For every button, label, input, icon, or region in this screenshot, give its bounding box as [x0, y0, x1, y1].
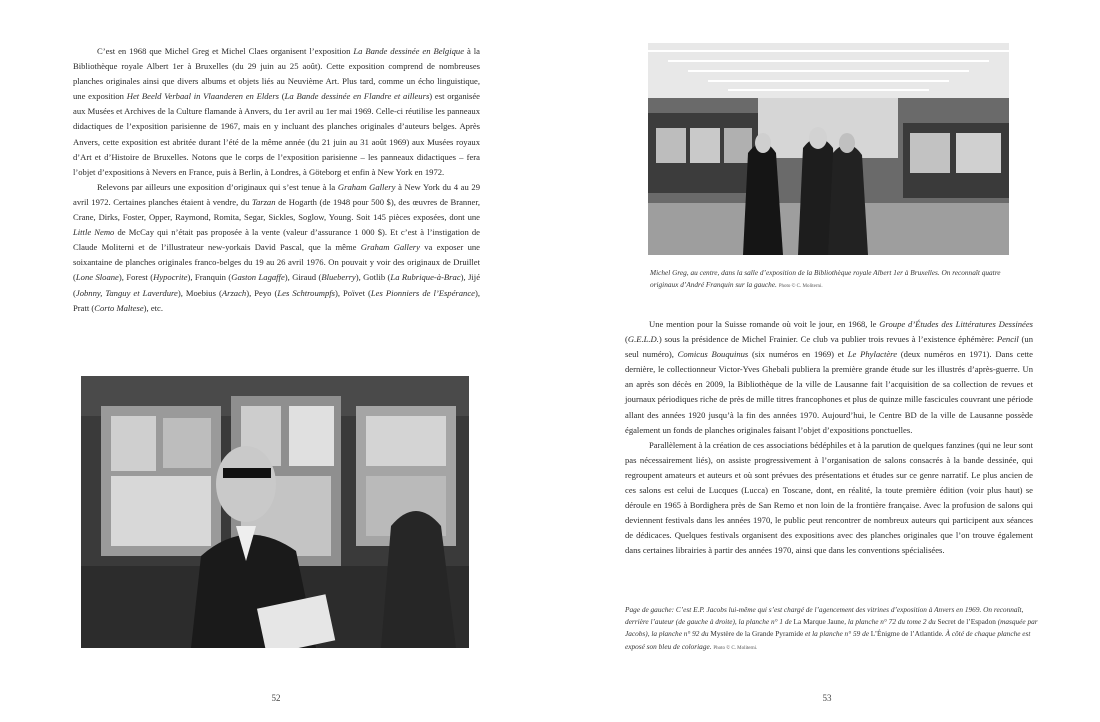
paragraph: C’est en 1968 que Michel Greg et Michel Claes organisent l’exposition La Bande dessinée en Belgique à la Bibliothèque royale Albert 1er à Bruxelles (du 29 juin au 25 août). Cette exposition comprend de nombreuses planches originales ainsi que divers albums et objets liés au Neuvième Art. Plus tard, comme un écho linguistique, une exposition Het Beeld Verbaal in Vlaanderen en Elders (La Bande dessinée en Flandre et ailleurs) est organisée aux Musées et Archives de la Culture flamande à Anvers, du 1er avril au 1er mai 1969. Celle-ci réutilise les panneaux didactiques de l’exposition parisienne de 1967, mais en y incluant des planches originales d’auteurs belges. Après Anvers, cette exposition est abritée durant l’été de la même année (du 21 juin au 31 août 1969) aux Musées royaux d’Art et d’Histoire de Bruxelles. Notons que le corps de l’exposition parisienne – les panneaux didactiques – fera l’objet d’expositions à Nevers en France, puis à Berlin, à Londres, à Göteborg et enfin à New York en 1972.	[73, 46, 480, 177]
photo-caption	[650, 267, 1030, 293]
page-number-right: 53	[822, 693, 832, 703]
photo-jacobs-antwerp	[81, 376, 469, 648]
paragraph: Relevons par ailleurs une exposition d’originaux qui s’est tenue à la Graham Gallery à New York du 4 au 29 avril 1972. Certaines planches étaient à vendre, du Tarzan de Hogarth (de 1948 pour 500 $), des œuvres de Branner, Crane, Dirks, Foster, Opper, Raymond, Romita, Segar, Sickles, Soglow, Young. Soit 145 pièces exposées, dont une Little Nemo de McCay qui n’était pas proposée à la vente (valeur d’assurance 1 000 $). Et c’est à l’instigation de Claude Moliterni et de l’illustrateur new-yorkais David Pascal, que la même Graham Gallery va exposer une soixantaine de planches originales franco-belges du 19 au 26 avril 1976. On pouvait y voir des originaux de Druillet (Lone Sloane), Forest (Hypocrite), Franquin (Gaston Lagaffe), Giraud (Blueberry), Gotlib (La Rubrique-à-Brac), Jijé (Jobnny, Tanguy et Laverdure), Moebius (Arzach), Peyo (Les Schtroumpfs), Poïvet (Les Pionniers de l’Espérance), Pratt (Corto Maltese), etc.	[73, 181, 481, 313]
photo-greg-brussels	[648, 43, 1009, 255]
jacobs-caption-credit: Photo © C. Moliterni.	[713, 645, 758, 651]
photo-greg-image	[648, 43, 1009, 255]
photo-credit: Photo © C. Moliterni.	[778, 284, 823, 290]
photo-caption-text: Michel Greg, au centre, dans la salle d’exposition de la Bibliothèque royale Albert 1er à Bruxelles. On reconnaît quatre originaux d’André Franquin sur la gauche.	[650, 268, 1001, 290]
right-body-text	[625, 317, 1033, 559]
page-number-left: 52	[271, 693, 281, 703]
left-body-text	[73, 44, 480, 316]
jacobs-caption-text: Page de gauche: C’est E.P. Jacobs lui-même qui s’est chargé de l’agencement des vitrines d’exposition à Anvers en 1969. On reconnaît, derrière l’auteur (de gauche à droite), la planche n° 1 de La Marque Jaune, la planche n° 72 du tome 2 du Secret de l’Espadon (masquée par Jacobs), la planche n° 92 du Mystère de la Grande Pyramide et la planche n° 59 de L’Énigme de l’Atlantide. À côté de chaque planche est exposé son bleu de coloriage.	[625, 605, 1038, 651]
jacobs-caption	[625, 604, 1045, 655]
right-page	[550, 0, 1100, 722]
paragraph: Une mention pour la Suisse romande où voit le jour, en 1968, le Groupe d’Études des Littératures Dessinées (G.E.L.D.) sous la présidence de Michel Frainier. Ce club va publier trois revues à l’existence éphémère: Pencil (un seul numéro), Comicus Bouquinus (six numéros en 1969) et Le Phylactère (deux numéros en 1971). Dans cette dernière, le collectionneur Victor-Yves Ghebali publiera la première grande étude sur les illustrés d’après-guerre. Un an après son décès en 2009, la Bibliothèque de la ville de Lausanne fait l’acquisition de sa collection de revues et journaux périodiques riche de près de mille titres francophones et plus de quinze mille fascicules couvrant une période allant des années 1920 jusqu’à la fin des années 1970. Aujourd’hui, le Centre BD de la ville de Lausanne possède également un fonds de planches originales faisant l’objet d’expositions ponctuelles.	[625, 319, 1033, 435]
photo-jacobs-image	[81, 376, 469, 648]
paragraph: Parallèlement à la création de ces associations bédéphiles et à la parution de quelques fanzines (qui ne leur sont pas nécessairement liés), on assiste progressivement à l’organisation de salons consacrés à la bande dessinée, qui regroupent amateurs et auteurs et où sont prévues des présentations et études sur ce genre narratif. Le plus ancien de ces salons est celui de Lucques (Lucca) en Toscane, dont, en réalité, la toute première édition (voir plus haut) se déroule en 1965 à Bordighera près de San Remo et non loin de la frontière française. Avec la profusion de salons qui deviennent festivals dans les années 1970, le public peut rencontrer de nombreux auteurs qui participent aux séances de dédicaces. Quelques festivals organisent des expositions avec des planches originales que l’on trouve également dans certaines librairies à partir des années 1970, ainsi que dans les conventions spécialisées.	[625, 439, 1033, 556]
